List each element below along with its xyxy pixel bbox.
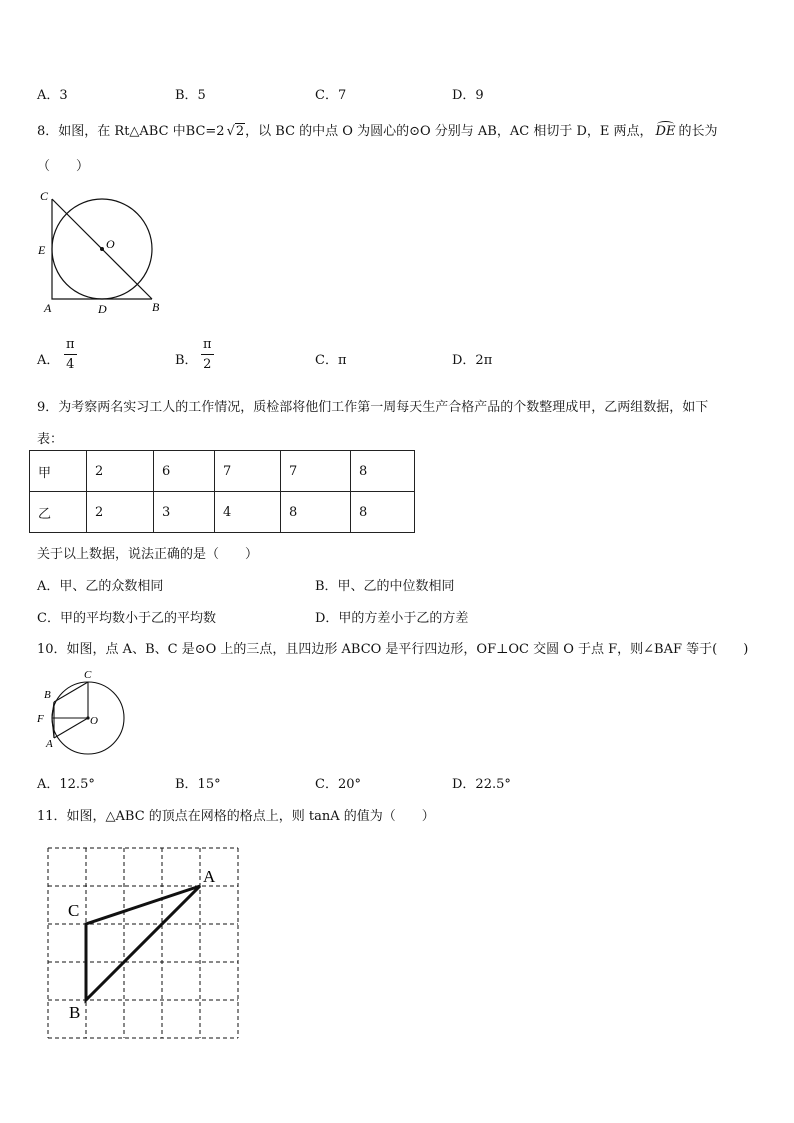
q9-option-a: A．甲、乙的众数相同 (37, 579, 164, 594)
q11-label-c: C (68, 901, 80, 920)
q8-label-d: D (98, 302, 107, 316)
q8-option-b-prefix: B． (175, 353, 198, 368)
q9-question: 关于以上数据，说法正确的是（ ） (37, 547, 259, 562)
q8-label-c: C (40, 189, 49, 203)
q9-stem-line1: 9．为考察两名实习工人的工作情况，质检部将他们工作第一周每天生产合格产品的个数整理成甲，乙两组数据，如下 (37, 400, 709, 415)
table-cell: 8 (351, 451, 415, 492)
q11-label-b: B (69, 1003, 81, 1022)
q8-answer-blank: （ ） (37, 159, 90, 174)
q7-option-d: D．9 (452, 88, 484, 103)
q11-stem: 11．如图，△ABC 的顶点在网格的格点上，则 tanA 的值为（ ） (37, 809, 435, 824)
q10-option-d: D．22.5° (452, 777, 511, 792)
q8-label-o: O (106, 237, 115, 251)
q10-option-b: B．15° (175, 777, 221, 792)
q10-label-f: F (37, 713, 44, 725)
q8-sqrt-radicand: 2 (235, 124, 245, 139)
table-row (30, 492, 415, 533)
q11-grid-figure (40, 840, 260, 1050)
q8-option-b-numerator: π (203, 337, 212, 352)
fraction-bar (64, 354, 77, 355)
q10-label-a: A (46, 738, 53, 750)
q10-label-c: C (84, 669, 92, 681)
q8-label-a: A (44, 301, 52, 315)
table-cell: 6 (154, 451, 215, 492)
q8-sqrt (227, 124, 246, 139)
table-cell: 乙 (30, 492, 87, 533)
table-cell: 8 (281, 492, 351, 533)
q8-option-b-denominator: 2 (203, 357, 212, 372)
q10-stem: 10．如图，点 A、B、C 是⊙O 上的三点，且四边形 ABCO 是平行四边形，OF⊥OC 交圆 O 于点 F，则∠BAF 等于( ) (37, 642, 749, 657)
q9-option-b: B．甲、乙的中位数相同 (315, 579, 455, 594)
q8-label-b: B (152, 300, 160, 314)
q9-data-table (29, 450, 415, 533)
q10-figure (34, 666, 134, 761)
q9-stem-line2: 表： (37, 432, 64, 447)
q9-option-c: C．甲的平均数小于乙的平均数 (37, 611, 216, 626)
q8-arc-label: DE (656, 124, 676, 139)
q8-label-e: E (38, 243, 46, 257)
q7-option-b: B．5 (175, 88, 206, 103)
q8-stem-part1: 8．如图，在 Rt△ABC 中BC=2 (37, 124, 225, 139)
q8-stem-part2: ，以 BC 的中点 O 为圆心的⊙O 分别与 AB，AC 相切于 D，E 两点， (245, 124, 653, 139)
table-cell: 2 (87, 451, 154, 492)
q7-option-a: A．3 (37, 88, 68, 103)
q8-option-a-fraction (64, 337, 77, 372)
q10-label-o: O (90, 715, 98, 727)
table-row (30, 451, 415, 492)
q8-option-a-denominator: 4 (66, 357, 75, 372)
table-cell: 8 (351, 492, 415, 533)
q10-option-a: A．12.5° (37, 777, 95, 792)
q10-option-c: C．20° (315, 777, 361, 792)
q9-option-d: D．甲的方差小于乙的方差 (315, 611, 469, 626)
q8-option-b-fraction (201, 337, 214, 372)
q8-stem (37, 120, 717, 139)
arc-icon (657, 121, 675, 128)
q7-option-c: C．7 (315, 88, 347, 103)
fraction-bar (201, 354, 214, 355)
table-cell: 甲 (30, 451, 87, 492)
q10-label-b: B (44, 689, 51, 701)
q8-stem-part3: 的长为 (678, 124, 718, 139)
q8-option-a-numerator: π (66, 337, 75, 352)
q11-label-a: A (203, 867, 216, 886)
q8-option-d: D．2π (452, 353, 493, 368)
q8-figure (30, 188, 170, 318)
table-cell: 7 (281, 451, 351, 492)
table-cell: 4 (215, 492, 281, 533)
table-cell: 3 (154, 492, 215, 533)
q8-option-a-prefix: A． (37, 353, 60, 368)
table-cell: 2 (87, 492, 154, 533)
sqrt-icon: √ (226, 124, 235, 139)
triangle-abc (86, 886, 200, 1000)
table-cell: 7 (215, 451, 281, 492)
q8-option-c: C．π (315, 353, 347, 368)
